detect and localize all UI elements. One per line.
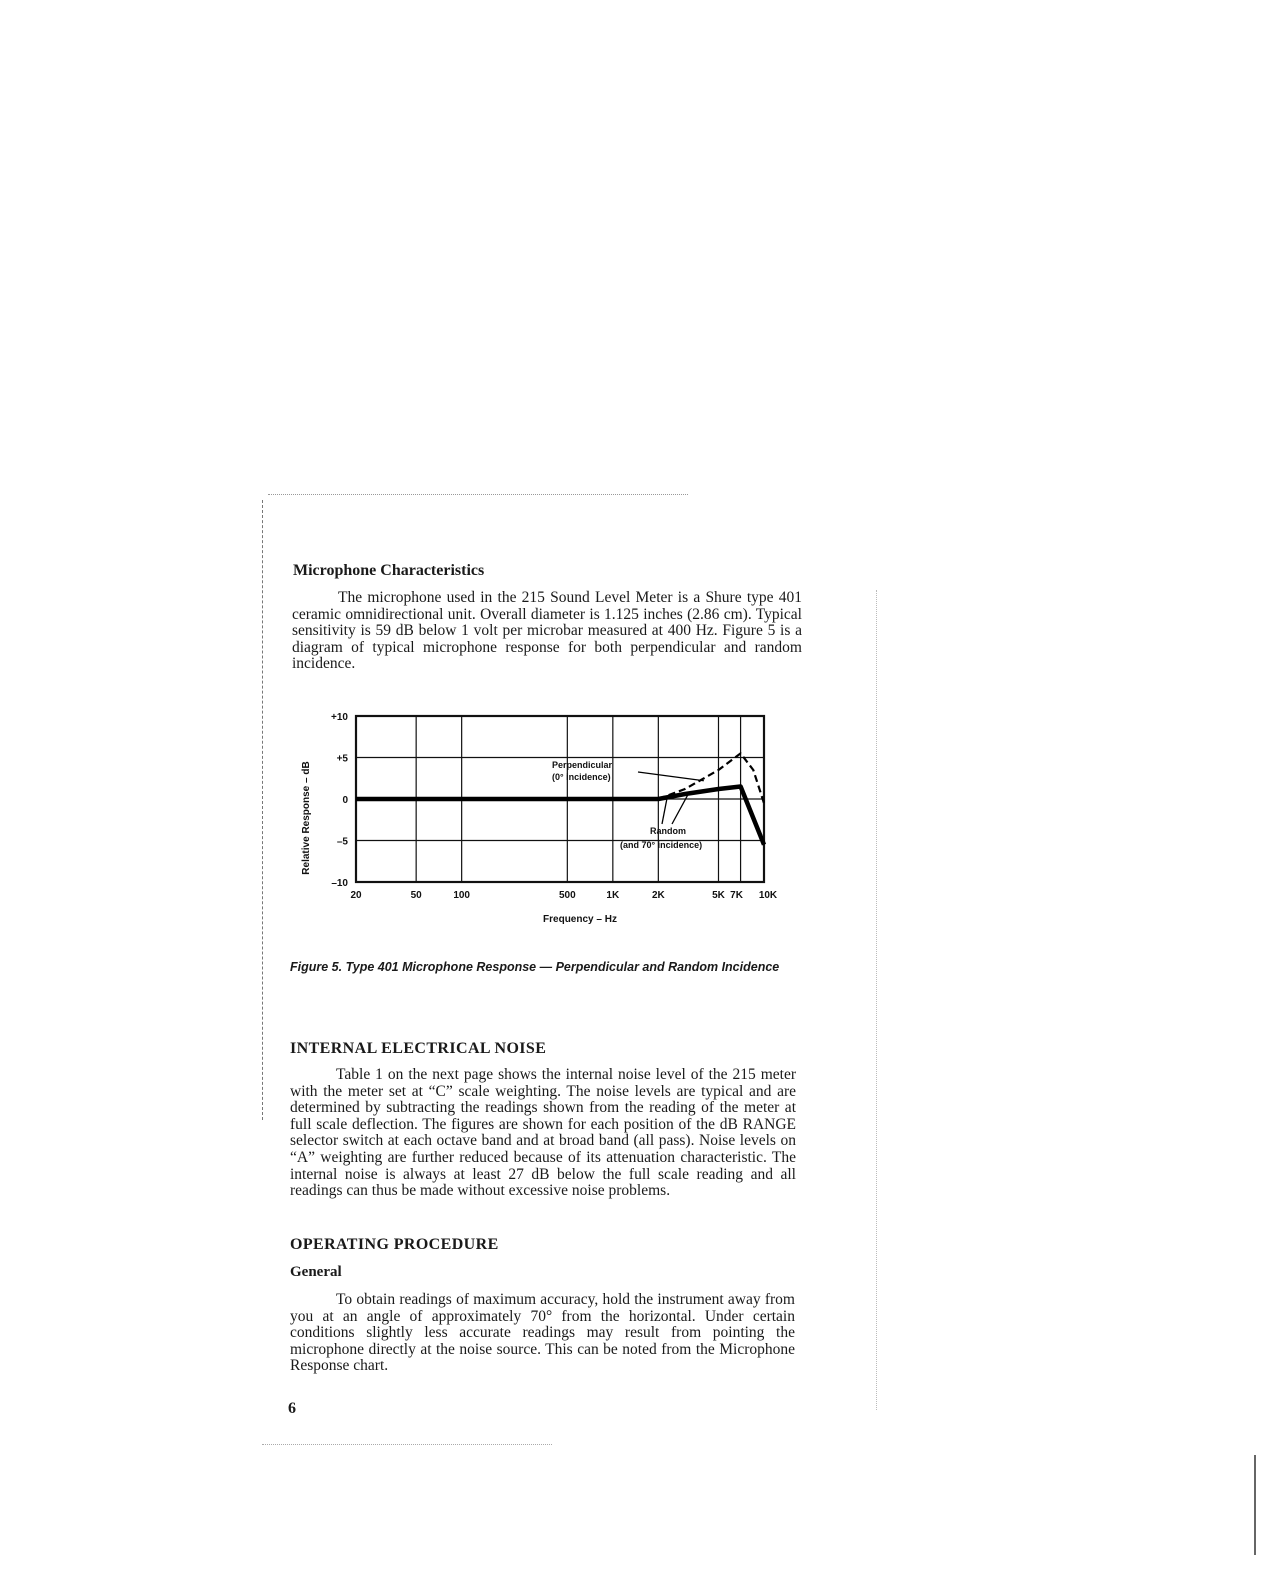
- x-tick-label: 1K: [606, 890, 620, 901]
- y-tick-labels: [331, 712, 348, 889]
- x-tick-label: 5K: [712, 890, 725, 901]
- series-label-random-sub: (and 70° incidence): [620, 840, 703, 850]
- section-heading-noise: INTERNAL ELECTRICAL NOISE: [290, 1040, 547, 1057]
- scan-edge-mark: [1254, 1455, 1256, 1555]
- paragraph-microphone: The microphone used in the 215 Sound Level Meter is a Shure type 401 ceramic omnidirectional unit. Overall diameter is 1.125 inches (2.86 cm). Typical sensitivity is 59 dB below 1 volt per microbar measured at 400 Hz. Figure 5 is a diagram of typical microphone response for both perpendicular and random incidence.: [292, 589, 802, 673]
- y-tick-label: –5: [336, 836, 348, 848]
- y-tick-label: –10: [331, 878, 348, 889]
- x-axis-label: Frequency – Hz: [543, 914, 617, 925]
- x-tick-labels: [350, 890, 778, 901]
- x-tick-label: 500: [558, 890, 576, 901]
- series-label-perpendicular: Perpendicular: [552, 760, 613, 770]
- y-tick-label: +5: [336, 753, 348, 765]
- y-axis-label: Relative Response – dB: [301, 761, 312, 875]
- x-tick-label: 50: [410, 890, 422, 901]
- perpendicular-leader-line: [638, 772, 704, 781]
- y-tick-label: +10: [331, 712, 348, 723]
- x-tick-label: 100: [453, 890, 471, 901]
- figure-caption: Figure 5. Type 401 Microphone Response — Perpendicular and Random Incidence: [290, 960, 780, 974]
- scan-speckle-bottom: [262, 1444, 552, 1446]
- page-number: 6: [288, 1400, 296, 1417]
- y-tick-label: 0: [342, 795, 348, 806]
- section-heading-operating: OPERATING PROCEDURE: [290, 1236, 499, 1253]
- x-tick-label: 2K: [651, 890, 665, 901]
- paragraph-general: To obtain readings of maximum accuracy, hold the instrument away from you at an angle of approximately 70° from the horizontal. Under certain conditions slightly less accurate readings may result from pointing the microphone directly at the noise source. This can be noted from the Microphone Response chart.: [290, 1291, 795, 1375]
- paragraph-noise: Table 1 on the next page shows the internal noise level of the 215 meter with the meter set at “C” scale weighting. The noise levels are typical and are determined by subtracting the readings shown from the reading of the meter at full scale deflection. The figures are shown for each position of the dB RANGE selector switch at each octave band and at broad band (all pass). Noise levels on “A” weighting are further reduced because of its attenuation characteristic. The internal noise is always at least 27 dB below the full scale reading and all readings can thus be made without excessive noise problems.: [290, 1066, 796, 1200]
- section-heading-microphone: Microphone Characteristics: [293, 562, 485, 579]
- scan-speckle-right: [876, 590, 878, 1410]
- page-edge-line: [262, 500, 264, 1120]
- x-tick-label: 10K: [758, 890, 778, 901]
- scan-speckle-top: [268, 494, 688, 496]
- series-random-line: [356, 787, 764, 845]
- series-labels: [548, 758, 704, 850]
- series-label-perpendicular-sub: (0° incidence): [552, 772, 611, 782]
- x-tick-label: 7K: [730, 890, 743, 901]
- x-tick-label: 20: [350, 890, 362, 901]
- microphone-response-chart: [290, 700, 780, 940]
- subheading-general: General: [290, 1264, 342, 1280]
- series-label-random: Random: [650, 826, 686, 836]
